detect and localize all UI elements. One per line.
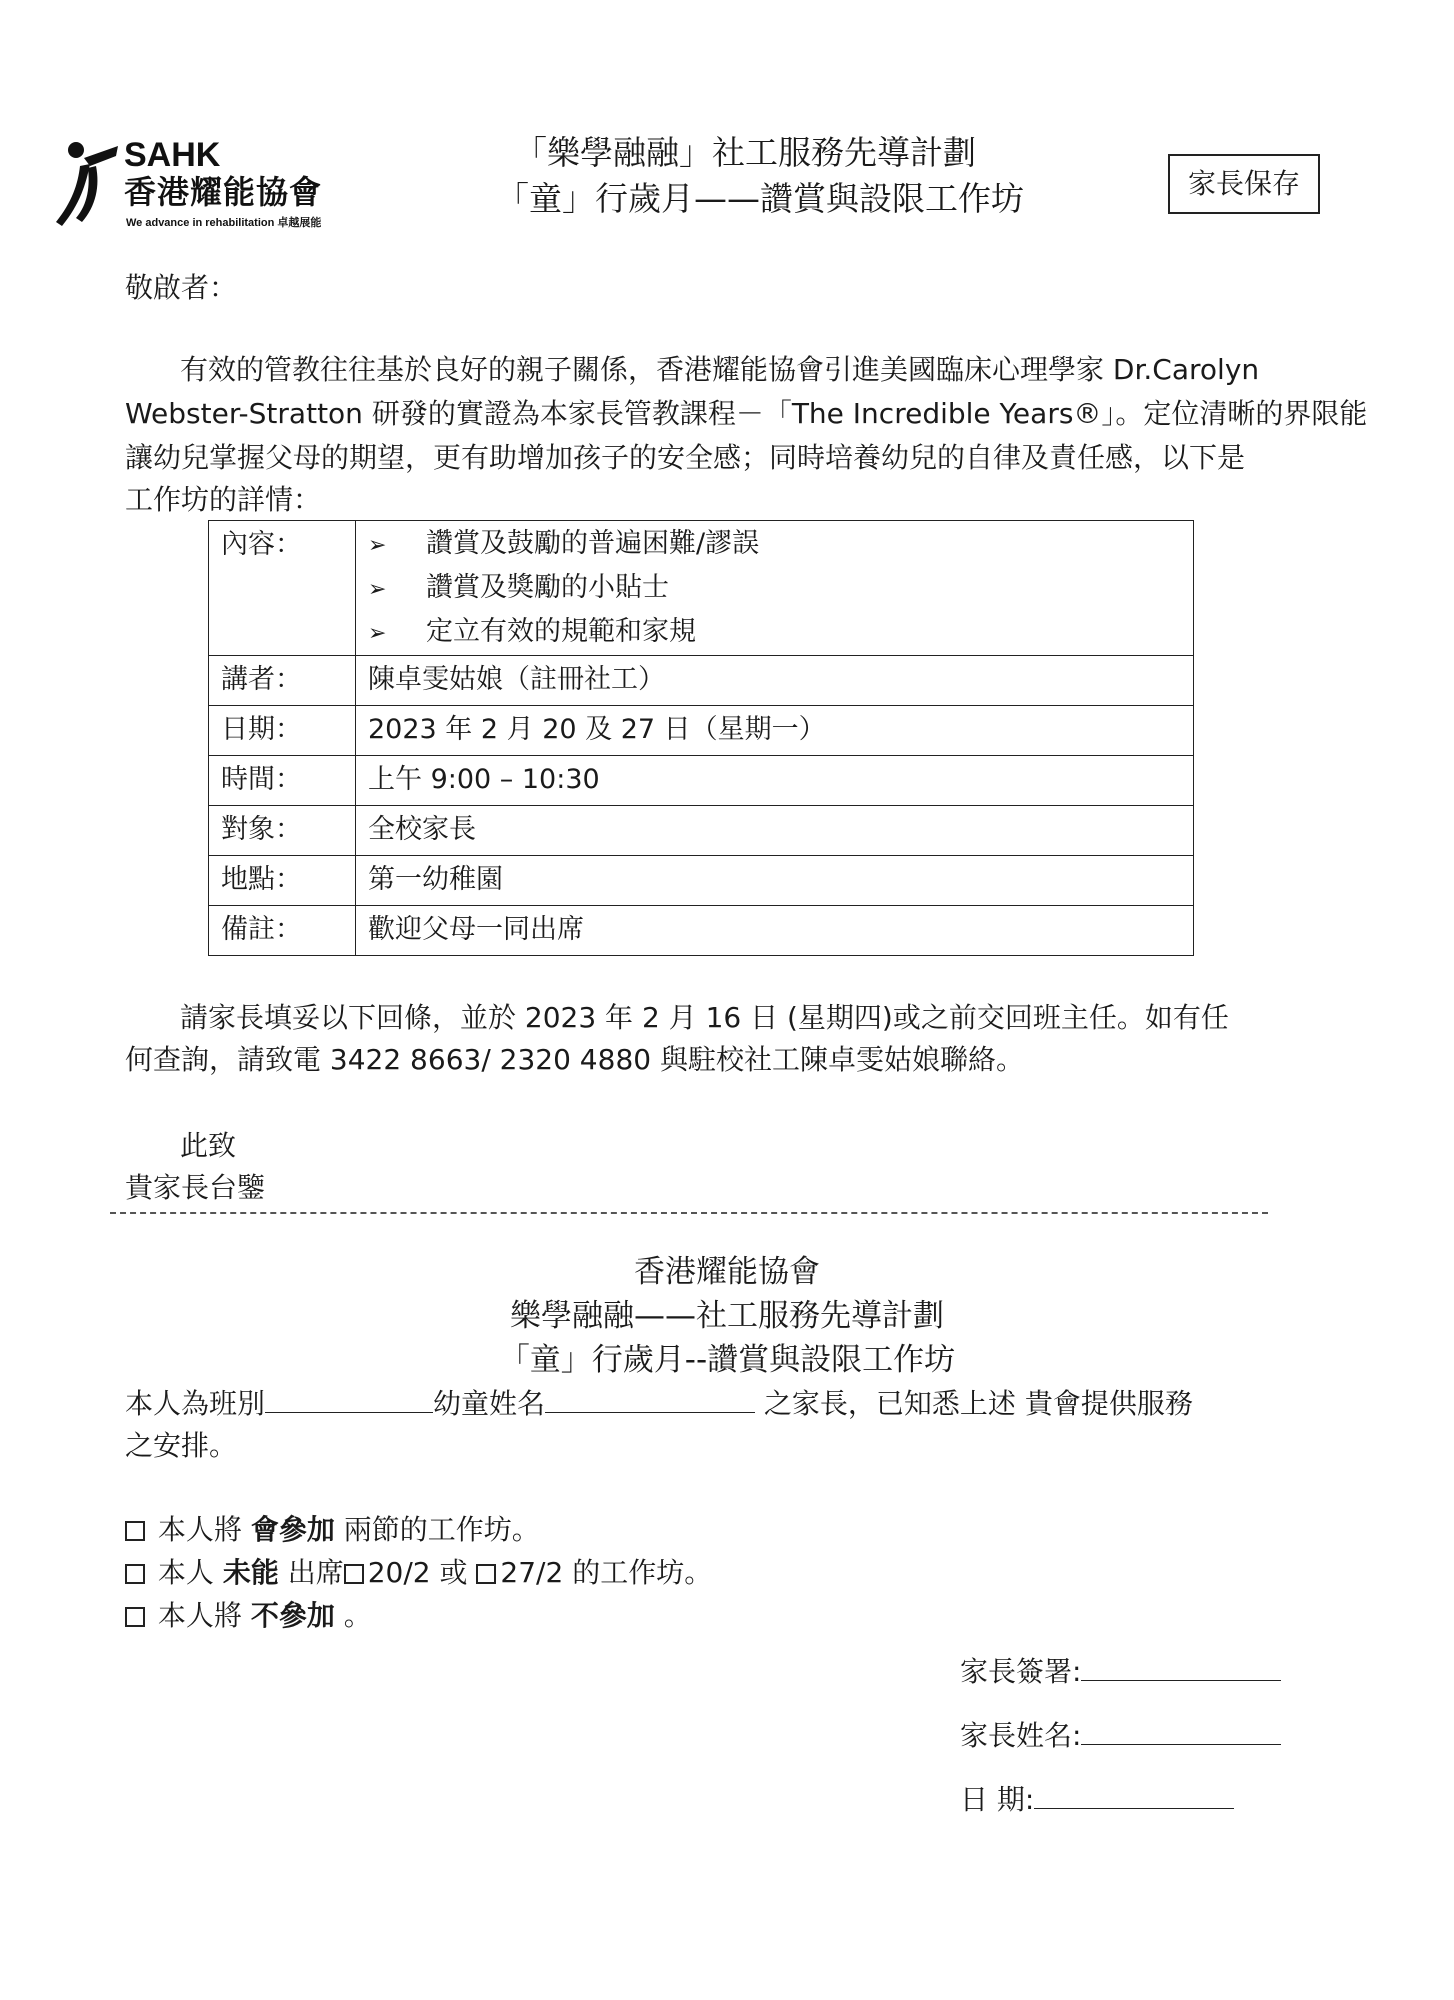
reply-org: 香港耀能協會	[634, 1254, 820, 1290]
class-field[interactable]	[265, 1380, 433, 1413]
sahk-logo-icon	[56, 138, 128, 230]
list-item: ➢ 定立有效的規範和家規	[368, 611, 1181, 655]
table-row	[209, 706, 1194, 756]
workshop-details-table	[208, 520, 1194, 956]
table-row	[209, 806, 1194, 856]
return-line-2: 何查詢，請致電 3422 8663/ 2320 4880 與駐校社工陳卓雯姑娘聯絡。	[125, 1043, 1024, 1076]
table-row	[209, 656, 1194, 706]
return-line-1: 請家長填妥以下回條，並於 2023 年 2 月 16 日 (星期四)或之前交回班主任。如有任	[180, 1001, 1229, 1034]
signature-row	[960, 1648, 1281, 1694]
table-row	[209, 906, 1194, 956]
reply-program: 樂學融融——社工服務先導計劃	[510, 1298, 944, 1334]
list-item: ➢ 讚賞及鼓勵的普遍困難/謬誤	[368, 523, 1181, 567]
logo-tagline: We advance in rehabilitation 卓越展能	[126, 217, 322, 229]
arrow-bullet-icon: ➢	[368, 577, 387, 602]
checkbox-27-2[interactable]	[476, 1564, 496, 1584]
row-value: 歡迎父母一同出席	[356, 906, 1194, 956]
intro-line-4: 工作坊的詳情：	[125, 483, 322, 516]
row-value: 第一幼稚園	[356, 856, 1194, 906]
checkbox-not-attend[interactable]	[125, 1607, 145, 1627]
logo-name-zh: 香港耀能協會	[124, 173, 323, 211]
row-label: 日期：	[209, 706, 356, 756]
checkbox-20-2[interactable]	[344, 1564, 364, 1584]
table-row-content	[209, 521, 1194, 656]
option-partial[interactable]: 本人 未能 出席 20/2 或 27/2 的工作坊。	[125, 1551, 712, 1595]
row-label: 地點：	[209, 856, 356, 906]
row-label: 時間：	[209, 756, 356, 806]
child-name-field[interactable]	[545, 1380, 755, 1413]
row-label: 對象：	[209, 806, 356, 856]
intro-line-3: 讓幼兒掌握父母的期望，更有助增加孩子的安全感；同時培養幼兒的自律及責任感，以下是	[125, 441, 1246, 474]
table-row	[209, 756, 1194, 806]
date-label: 日 期:	[960, 1783, 1035, 1816]
reply-ack-line	[125, 1380, 1193, 1426]
list-item: ➢ 讚賞及獎勵的小貼士	[368, 567, 1181, 611]
closing-1: 此致	[180, 1129, 237, 1162]
reply-workshop: 「童」行歲月--讚賞與設限工作坊	[498, 1342, 956, 1378]
row-value: 2023 年 2 月 20 及 27 日（星期一）	[356, 706, 1194, 756]
signature-label: 家長簽署:	[960, 1655, 1082, 1688]
row-value: 全校家長	[356, 806, 1194, 856]
ack-text: 之家長，已知悉上述 貴會提供服務	[755, 1387, 1193, 1420]
intro-line-1: 有效的管教往往基於良好的親子關係，香港耀能協會引進美國臨床心理學家 Dr.Carolyn	[180, 353, 1260, 386]
class-label: 本人為班別	[125, 1387, 266, 1420]
date-field[interactable]	[1034, 1776, 1234, 1809]
closing-2: 貴家長台鑒	[125, 1171, 266, 1204]
title-line-2: 「童」行歲月——讚賞與設限工作坊	[496, 179, 1024, 218]
option-not-attend[interactable]: 本人將 不參加 。	[125, 1594, 372, 1638]
intro-line-2: Webster-Stratton 研發的實證為本家長管教課程－「The Incredible Years®」。定位清晰的界限能	[125, 397, 1368, 430]
salutation: 敬啟者：	[125, 271, 238, 304]
cut-line-divider	[110, 1212, 1268, 1214]
row-label: 講者：	[209, 656, 356, 706]
checkbox-partial[interactable]	[125, 1564, 145, 1584]
title-line-1: 「樂學融融」社工服務先導計劃	[514, 133, 976, 172]
arrow-bullet-icon: ➢	[368, 533, 387, 558]
content-cell	[356, 521, 1194, 656]
row-value: 陳卓雯姑娘（註冊社工）	[356, 656, 1194, 706]
arrow-bullet-icon: ➢	[368, 621, 387, 646]
parent-name-field[interactable]	[1081, 1712, 1281, 1745]
parent-name-label: 家長姓名:	[960, 1719, 1082, 1752]
signature-field[interactable]	[1081, 1648, 1281, 1681]
reply-ack-line-2: 之安排。	[125, 1429, 238, 1462]
option-attend-both[interactable]: 本人將 會參加 兩節的工作坊。	[125, 1508, 540, 1552]
row-value: 上午 9:00 – 10:30	[356, 756, 1194, 806]
logo-name-en: SAHK	[124, 136, 221, 174]
child-name-label: 幼童姓名	[433, 1387, 546, 1420]
row-label: 備註：	[209, 906, 356, 956]
checkbox-attend-both[interactable]	[125, 1521, 145, 1541]
content-list	[368, 521, 1181, 655]
sahk-logo	[56, 136, 346, 236]
content-label: 內容：	[209, 521, 356, 656]
parent-name-row	[960, 1712, 1281, 1758]
date-row	[960, 1776, 1234, 1822]
table-row	[209, 856, 1194, 906]
parent-keep-badge: 家長保存	[1168, 154, 1320, 214]
